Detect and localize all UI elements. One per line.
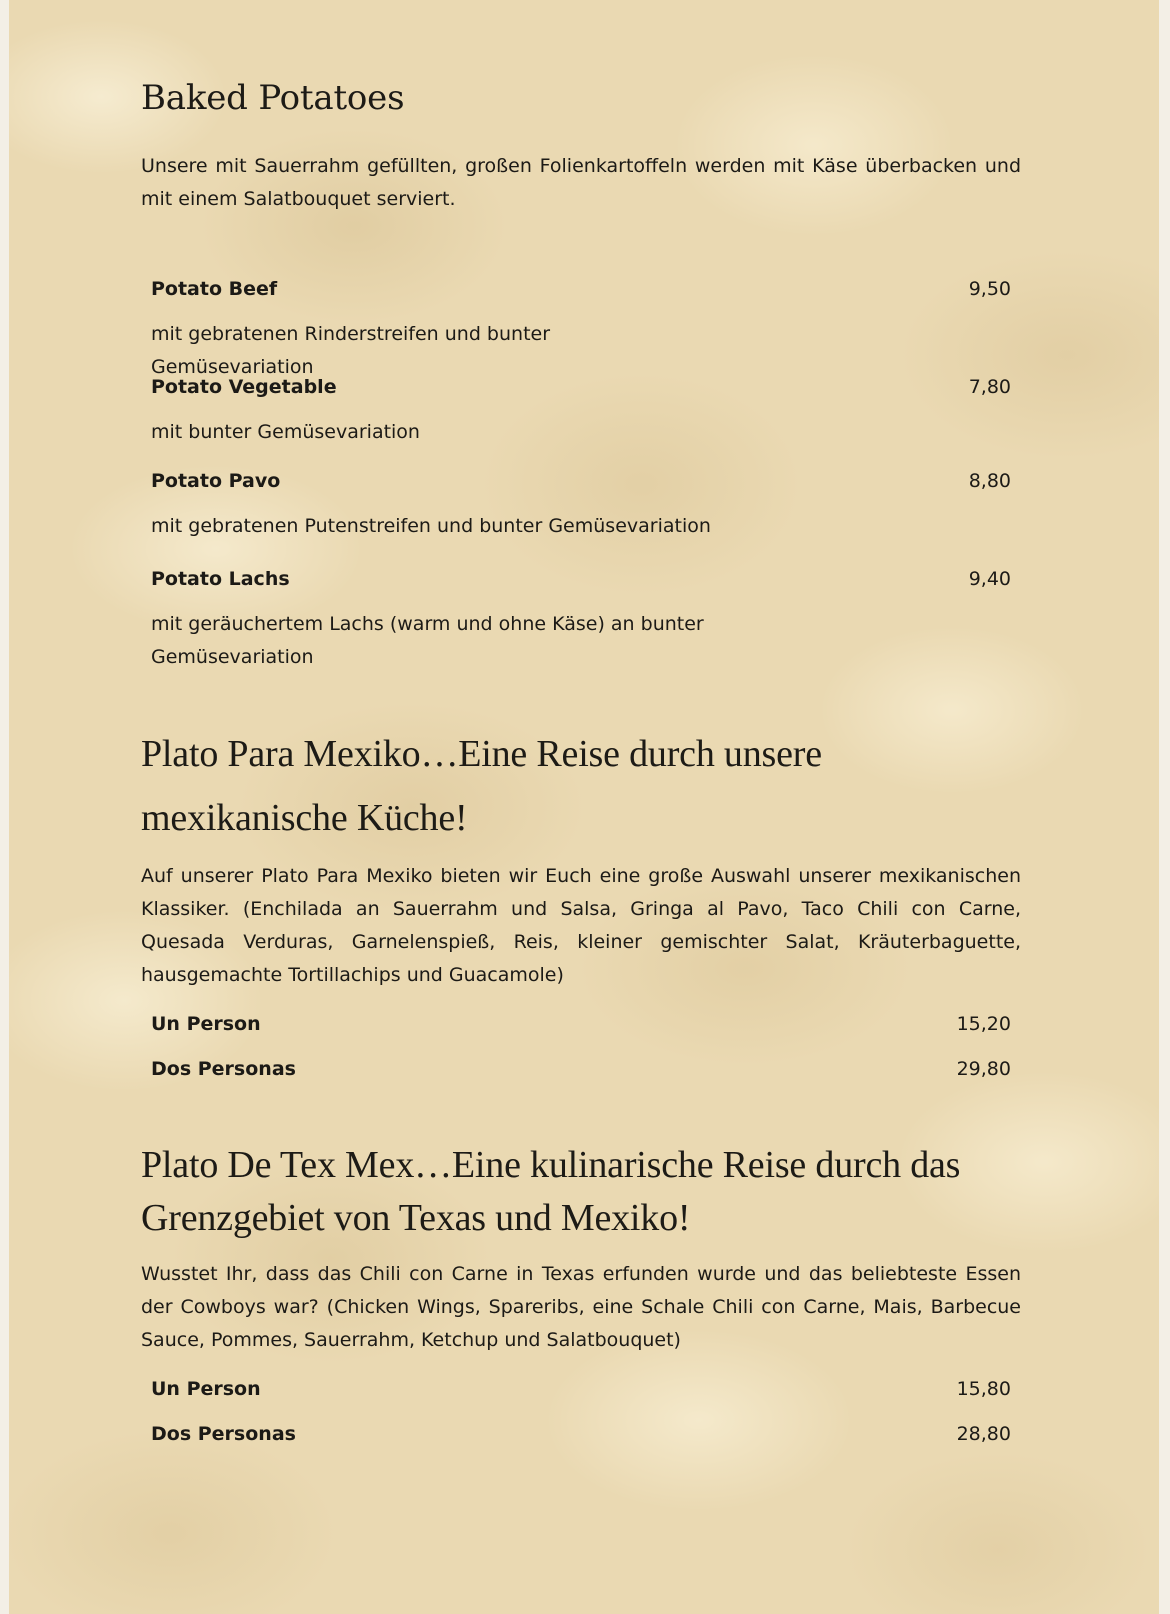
menu-item-row [151,564,1011,594]
menu-item-price: 8,80 [968,470,1011,492]
section-title-plato-para-mexiko-line2: mexikanische Küche! [141,797,468,839]
menu-item-name: Dos Personas [151,1423,296,1445]
menu-item-price: 29,80 [956,1058,1011,1080]
section-description-plato-para-mexiko: Auf unserer Plato Para Mexiko bieten wir Euch eine große Auswahl unserer mexikanischen Klassiker. (Enchilada an Sauerrahm und Salsa, Gringa al Pavo, Taco Chili con Carne, Quesada Verduras, Garnelenspieß, Reis, kleiner gemischter Salat, Kräuterbaguette, hausgemachte Tortillachips und Guacamole) [141,865,1021,986]
menu-item-description: mit geräuchertem Lachs (warm und ohne Käse) an bunter Gemüsevariation [151,613,704,668]
section-title-plato-de-tex-mex-line2: Grenzgebiet von Texas und Mexiko! [141,1197,691,1239]
menu-item-name: Potato Lachs [151,568,290,590]
menu-item-name: Potato Vegetable [151,376,337,398]
menu-item-description: mit gebratenen Rinderstreifen und bunter Gemüsevariation [151,323,551,378]
menu-page [9,0,1159,1614]
section-description-baked-potatoes: Unsere mit Sauerrahm gefüllten, großen Folienkartoffeln werden mit Käse überbacken und mit einem Salatbouquet serviert. [141,155,1021,210]
menu-item-price: 15,20 [956,1013,1011,1035]
section-title-baked-potatoes: Baked Potatoes [141,78,405,118]
menu-item-row [151,1054,1011,1084]
menu-item-name: Un Person [151,1013,261,1035]
menu-item-name: Potato Beef [151,278,278,300]
menu-item-description: mit bunter Gemüsevariation [151,421,420,443]
menu-item-row [151,372,1011,402]
menu-item-name: Un Person [151,1378,261,1400]
menu-item-price: 7,80 [968,376,1011,398]
menu-item-price: 28,80 [956,1423,1011,1445]
menu-item-price: 9,50 [968,278,1011,300]
menu-item-row [151,1374,1011,1404]
menu-item-price: 9,40 [968,568,1011,590]
menu-item-name: Potato Pavo [151,470,281,492]
menu-item-row [151,1009,1011,1039]
menu-item-row [151,1419,1011,1449]
menu-item-row [151,274,1011,304]
menu-item-row [151,466,1011,496]
section-title-plato-de-tex-mex-line1: Plato De Tex Mex…Eine kulinarische Reise durch das [141,1144,961,1186]
section-description-plato-de-tex-mex: Wusstet Ihr, dass das Chili con Carne in Texas erfunden wurde und das beliebteste Essen der Cowboys war? (Chicken Wings, Spareribs, eine Schale Chili con Carne, Mais, Barbecue Sauce, Pommes, Sauerrahm, Ketchup und Salatbouquet) [141,1263,1021,1351]
menu-item-price: 15,80 [956,1378,1011,1400]
section-title-plato-para-mexiko-line1: Plato Para Mexiko…Eine Reise durch unsere [141,733,822,775]
menu-item-description: mit gebratenen Putenstreifen und bunter Gemüsevariation [151,515,711,537]
menu-item-name: Dos Personas [151,1058,296,1080]
